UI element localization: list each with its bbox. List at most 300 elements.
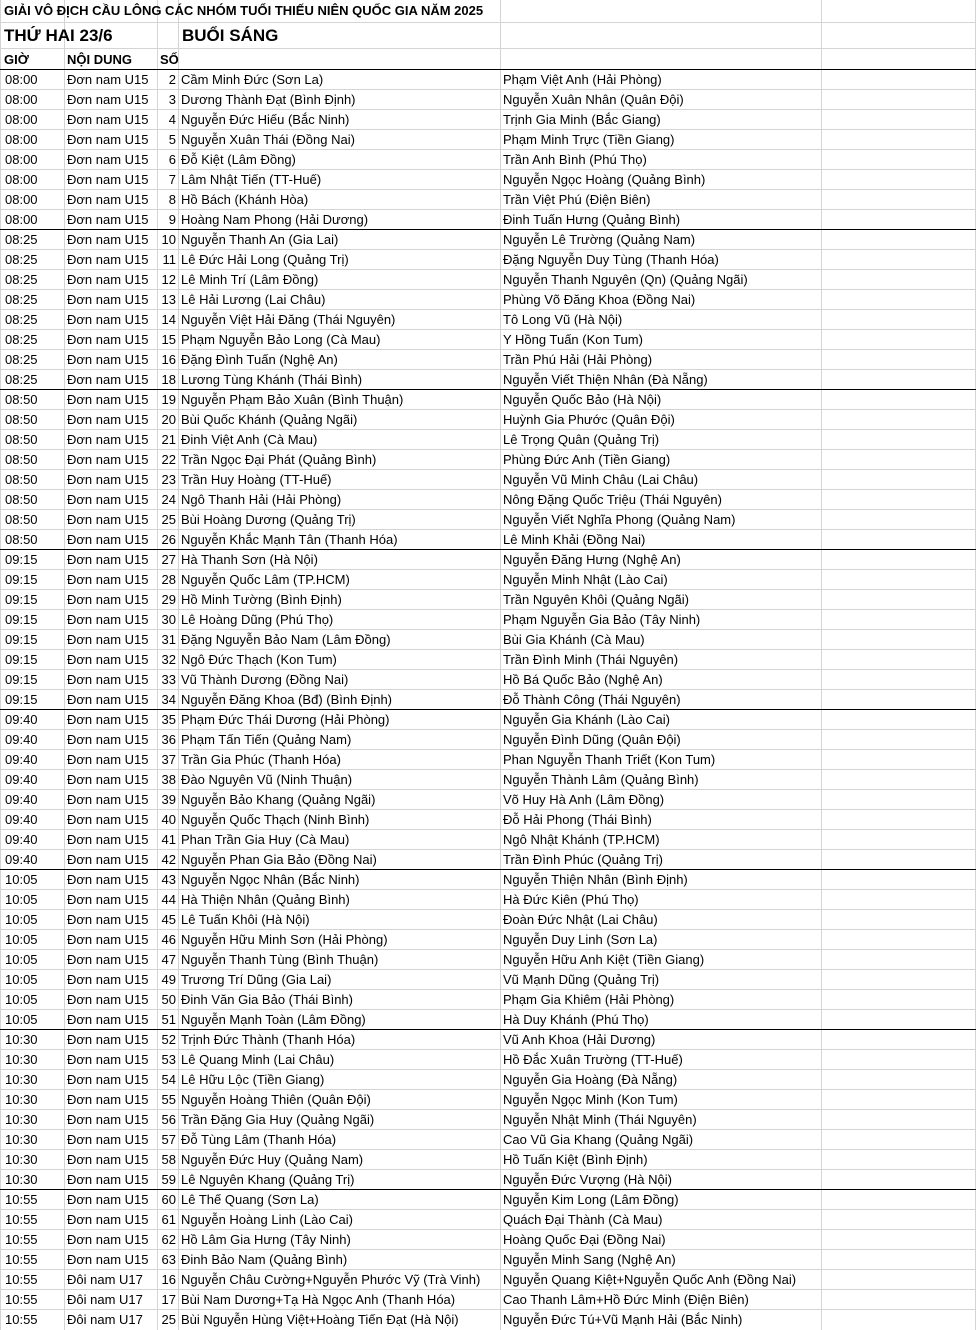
match-number: 27 — [161, 552, 176, 567]
player-one: Nguyễn Hữu Minh Sơn (Hải Phòng) — [181, 932, 388, 947]
match-number: 58 — [161, 1152, 176, 1167]
match-event: Đơn nam U15 — [67, 832, 149, 847]
player-one: Lê Hữu Lộc (Tiền Giang) — [181, 1072, 325, 1087]
player-one: Nguyễn Đức Huy (Quảng Nam) — [181, 1152, 364, 1167]
player-one: Phạm Đức Thái Dương (Hải Phòng) — [181, 712, 390, 727]
match-event: Đơn nam U15 — [67, 312, 149, 327]
match-event: Đơn nam U15 — [67, 492, 149, 507]
grid-column-line — [0, 0, 1, 1330]
match-number: 2 — [168, 72, 176, 87]
player-two: Nguyễn Duy Linh (Sơn La) — [503, 932, 658, 947]
match-number: 19 — [161, 392, 176, 407]
player-one: Nguyễn Xuân Thái (Đồng Nai) — [181, 132, 355, 147]
player-one: Nguyễn Ngọc Nhân (Bắc Ninh) — [181, 872, 360, 887]
match-number: 11 — [162, 252, 176, 267]
match-time: 08:50 — [5, 452, 38, 467]
match-number: 49 — [161, 972, 176, 987]
player-two: Nguyễn Đức Vượng (Hà Nội) — [503, 1172, 672, 1187]
player-one: Nguyễn Hoàng Linh (Lào Cai) — [181, 1212, 353, 1227]
player-two: Nguyễn Hữu Anh Kiệt (Tiền Giang) — [503, 952, 705, 967]
match-number: 36 — [161, 732, 176, 747]
match-time: 09:15 — [5, 632, 38, 647]
player-one: Hồ Minh Tường (Bình Định) — [181, 592, 342, 607]
match-time: 09:40 — [5, 832, 38, 847]
header-event: NỘI DUNG — [67, 52, 132, 67]
player-two: Vũ Anh Khoa (Hải Dương) — [503, 1032, 656, 1047]
match-time: 10:55 — [5, 1312, 38, 1327]
match-event: Đơn nam U15 — [67, 92, 149, 107]
player-one: Lê Hoàng Dũng (Phú Thọ) — [181, 612, 334, 627]
match-time: 10:05 — [5, 872, 38, 887]
player-one: Hồ Lâm Gia Hưng (Tây Ninh) — [181, 1232, 351, 1247]
match-number: 17 — [161, 1292, 176, 1307]
match-time: 10:55 — [5, 1192, 38, 1207]
player-two: Nguyễn Quốc Bảo (Hà Nội) — [503, 392, 662, 407]
match-event: Đơn nam U15 — [67, 712, 149, 727]
match-event: Đơn nam U15 — [67, 472, 149, 487]
match-event: Đôi nam U17 — [67, 1272, 143, 1287]
player-two: Hồ Đắc Xuân Trường (TT-Huế) — [503, 1052, 683, 1067]
match-event: Đơn nam U15 — [67, 612, 149, 627]
player-two: Trịnh Gia Minh (Bắc Giang) — [503, 112, 661, 127]
match-event: Đơn nam U15 — [67, 172, 149, 187]
player-one: Đinh Văn Gia Bảo (Thái Bình) — [181, 992, 353, 1007]
player-one: Nguyễn Quốc Lâm (TP.HCM) — [181, 572, 350, 587]
header-no: SỐ — [160, 52, 179, 67]
match-event: Đơn nam U15 — [67, 152, 149, 167]
match-time: 08:00 — [5, 72, 38, 87]
player-one: Trương Trí Dũng (Gia Lai) — [181, 972, 332, 987]
player-one: Lê Thế Quang (Sơn La) — [181, 1192, 319, 1207]
match-event: Đơn nam U15 — [67, 372, 149, 387]
match-time: 08:25 — [5, 352, 38, 367]
match-number: 56 — [161, 1112, 176, 1127]
match-number: 24 — [161, 492, 176, 507]
match-time: 10:55 — [5, 1252, 38, 1267]
match-number: 4 — [168, 112, 176, 127]
match-time: 08:25 — [5, 272, 38, 287]
match-time: 08:50 — [5, 492, 38, 507]
match-time: 10:05 — [5, 1012, 38, 1027]
match-time: 09:40 — [5, 812, 38, 827]
match-event: Đơn nam U15 — [67, 632, 149, 647]
player-one: Nguyễn Phạm Bảo Xuân (Bình Thuận) — [181, 392, 404, 407]
match-time: 08:25 — [5, 372, 38, 387]
match-time: 08:25 — [5, 312, 38, 327]
player-one: Lê Tuấn Khôi (Hà Nội) — [181, 912, 310, 927]
match-number: 26 — [161, 532, 176, 547]
match-time: 10:30 — [5, 1132, 38, 1147]
player-two: Võ Huy Hà Anh (Lâm Đồng) — [503, 792, 665, 807]
player-two: Nguyễn Gia Hoàng (Đà Nẵng) — [503, 1072, 678, 1087]
player-two: Nguyễn Đăng Hưng (Nghệ An) — [503, 552, 681, 567]
grid-row-line — [0, 48, 976, 49]
match-number: 31 — [161, 632, 176, 647]
player-two: Đỗ Hải Phong (Thái Bình) — [503, 812, 652, 827]
player-one: Hà Thiện Nhân (Quảng Bình) — [181, 892, 350, 907]
player-one: Nguyễn Hoàng Thiên (Quân Đội) — [181, 1092, 371, 1107]
match-time: 09:15 — [5, 692, 38, 707]
player-one: Bùi Hoàng Dương (Quảng Trị) — [181, 512, 356, 527]
match-number: 8 — [168, 192, 176, 207]
match-event: Đơn nam U15 — [67, 72, 149, 87]
match-event: Đơn nam U15 — [67, 432, 149, 447]
match-event: Đôi nam U17 — [67, 1292, 143, 1307]
player-two: Nguyễn Thiện Nhân (Bình Định) — [503, 872, 688, 887]
match-number: 21 — [161, 432, 176, 447]
player-one: Đinh Việt Anh (Cà Mau) — [181, 432, 318, 447]
match-event: Đơn nam U15 — [67, 932, 149, 947]
player-one: Phạm Nguyễn Bảo Long (Cà Mau) — [181, 332, 381, 347]
match-time: 09:15 — [5, 592, 38, 607]
match-time: 10:55 — [5, 1232, 38, 1247]
player-one: Lê Hải Lương (Lai Châu) — [181, 292, 326, 307]
player-two: Hồ Bá Quốc Bảo (Nghệ An) — [503, 672, 663, 687]
match-event: Đơn nam U15 — [67, 912, 149, 927]
match-event: Đơn nam U15 — [67, 1132, 149, 1147]
player-two: Huỳnh Gia Phước (Quân Đội) — [503, 412, 675, 427]
match-number: 45 — [161, 912, 176, 927]
match-number: 53 — [161, 1052, 176, 1067]
match-number: 35 — [161, 712, 176, 727]
player-two: Hà Duy Khánh (Phú Thọ) — [503, 1012, 649, 1027]
match-time: 10:55 — [5, 1272, 38, 1287]
player-one: Đặng Đình Tuấn (Nghệ An) — [181, 352, 338, 367]
match-time: 08:00 — [5, 92, 38, 107]
match-event: Đơn nam U15 — [67, 392, 149, 407]
match-event: Đơn nam U15 — [67, 1252, 149, 1267]
player-one: Bùi Quốc Khánh (Quảng Ngãi) — [181, 412, 358, 427]
player-two: Nguyễn Vũ Minh Châu (Lai Châu) — [503, 472, 699, 487]
match-event: Đơn nam U15 — [67, 1192, 149, 1207]
match-time: 08:50 — [5, 532, 38, 547]
match-time: 09:40 — [5, 772, 38, 787]
player-two: Cao Vũ Gia Khang (Quảng Ngãi) — [503, 1132, 694, 1147]
player-two: Đặng Nguyễn Duy Tùng (Thanh Hóa) — [503, 252, 719, 267]
match-time: 09:15 — [5, 572, 38, 587]
match-number: 3 — [168, 92, 176, 107]
match-time: 10:05 — [5, 952, 38, 967]
match-event: Đơn nam U15 — [67, 692, 149, 707]
player-two: Nguyễn Minh Nhật (Lào Cai) — [503, 572, 668, 587]
player-one: Lê Quang Minh (Lai Châu) — [181, 1052, 335, 1067]
match-time: 08:25 — [5, 292, 38, 307]
match-time: 10:55 — [5, 1292, 38, 1307]
player-two: Đinh Tuấn Hưng (Quảng Bình) — [503, 212, 681, 227]
match-time: 09:15 — [5, 612, 38, 627]
match-event: Đơn nam U15 — [67, 292, 149, 307]
match-number: 25 — [161, 1312, 176, 1327]
player-two: Tô Long Vũ (Hà Nội) — [503, 312, 623, 327]
grid-column-line — [64, 0, 65, 1330]
match-event: Đơn nam U15 — [67, 1232, 149, 1247]
player-two: Nguyễn Thanh Nguyên (Qn) (Quảng Ngãi) — [503, 272, 748, 287]
match-event: Đơn nam U15 — [67, 532, 149, 547]
player-one: Bùi Nguyễn Hùng Việt+Hoàng Tiến Đạt (Hà Nội) — [181, 1312, 459, 1327]
player-two: Lê Minh Khải (Đồng Nai) — [503, 532, 646, 547]
session-label: BUỔI SÁNG — [182, 26, 279, 45]
player-one: Lê Đức Hải Long (Quảng Trị) — [181, 252, 349, 267]
player-two: Nguyễn Kim Long (Lâm Đồng) — [503, 1192, 679, 1207]
player-one: Cầm Minh Đức (Sơn La) — [181, 72, 324, 87]
player-two: Trần Nguyên Khôi (Quảng Ngãi) — [503, 592, 689, 607]
player-one: Vũ Thành Dương (Đồng Nai) — [181, 672, 349, 687]
match-number: 9 — [168, 212, 176, 227]
tournament-title: GIẢI VÔ ĐỊCH CẦU LÔNG CÁC NHÓM TUỔI THIẾU NIÊN QUỐC GIA NĂM 2025 — [4, 3, 484, 18]
match-number: 23 — [161, 472, 176, 487]
player-two: Quách Đại Thành (Cà Mau) — [503, 1212, 663, 1227]
match-number: 55 — [161, 1092, 176, 1107]
grid-column-line — [821, 0, 822, 1330]
player-two: Nông Đặng Quốc Triệu (Thái Nguyên) — [503, 492, 722, 507]
match-number: 39 — [161, 792, 176, 807]
player-one: Lương Tùng Khánh (Thái Bình) — [181, 372, 363, 387]
player-two: Phạm Gia Khiêm (Hải Phòng) — [503, 992, 675, 1007]
match-number: 57 — [161, 1132, 176, 1147]
player-two: Phạm Nguyễn Gia Bảo (Tây Ninh) — [503, 612, 701, 627]
match-time: 08:50 — [5, 432, 38, 447]
match-time: 09:40 — [5, 712, 38, 727]
player-two: Nguyễn Gia Khánh (Lào Cai) — [503, 712, 670, 727]
match-event: Đơn nam U15 — [67, 892, 149, 907]
player-one: Đỗ Tùng Lâm (Thanh Hóa) — [181, 1132, 337, 1147]
match-event: Đơn nam U15 — [67, 252, 149, 267]
player-one: Lê Minh Trí (Lâm Đồng) — [181, 272, 319, 287]
match-number: 51 — [161, 1012, 176, 1027]
match-time: 10:30 — [5, 1172, 38, 1187]
match-number: 12 — [161, 272, 176, 287]
match-time: 08:00 — [5, 192, 38, 207]
match-number: 52 — [161, 1032, 176, 1047]
match-event: Đơn nam U15 — [67, 872, 149, 887]
match-time: 08:50 — [5, 512, 38, 527]
match-number: 15 — [161, 332, 176, 347]
match-time: 09:40 — [5, 792, 38, 807]
player-one: Nguyễn Thanh An (Gia Lai) — [181, 232, 339, 247]
match-number: 13 — [161, 292, 176, 307]
player-one: Nguyễn Quốc Thạch (Ninh Bình) — [181, 812, 370, 827]
player-two: Nguyễn Quang Kiệt+Nguyễn Quốc Anh (Đồng Nai) — [503, 1272, 797, 1287]
player-two: Hoàng Quốc Đại (Đồng Nai) — [503, 1232, 666, 1247]
player-two: Trần Anh Bình (Phú Thọ) — [503, 152, 647, 167]
match-number: 50 — [161, 992, 176, 1007]
match-number: 6 — [168, 152, 176, 167]
grid-column-line — [500, 0, 501, 1330]
match-number: 43 — [161, 872, 176, 887]
match-number: 25 — [161, 512, 176, 527]
match-number: 34 — [161, 692, 176, 707]
match-time: 08:00 — [5, 212, 38, 227]
player-one: Phan Trần Gia Huy (Cà Mau) — [181, 832, 350, 847]
match-number: 40 — [161, 812, 176, 827]
match-time: 08:00 — [5, 152, 38, 167]
match-event: Đơn nam U15 — [67, 772, 149, 787]
match-number: 63 — [161, 1252, 176, 1267]
match-event: Đơn nam U15 — [67, 412, 149, 427]
player-two: Trần Phú Hải (Hải Phòng) — [503, 352, 653, 367]
match-event: Đơn nam U15 — [67, 452, 149, 467]
match-number: 46 — [161, 932, 176, 947]
match-event: Đơn nam U15 — [67, 272, 149, 287]
header-divider — [0, 69, 976, 70]
match-event: Đơn nam U15 — [67, 132, 149, 147]
player-two: Y Hồng Tuấn (Kon Tum) — [503, 332, 643, 347]
match-time: 10:55 — [5, 1212, 38, 1227]
match-event: Đơn nam U15 — [67, 572, 149, 587]
player-one: Lê Nguyên Khang (Quảng Trị) — [181, 1172, 355, 1187]
match-number: 41 — [161, 832, 176, 847]
match-time: 10:05 — [5, 992, 38, 1007]
match-time: 09:15 — [5, 552, 38, 567]
match-event: Đơn nam U15 — [67, 512, 149, 527]
match-number: 59 — [161, 1172, 176, 1187]
player-one: Trần Huy Hoàng (TT-Huế) — [181, 472, 332, 487]
player-one: Đào Nguyên Vũ (Ninh Thuận) — [181, 772, 353, 787]
match-number: 10 — [161, 232, 176, 247]
player-one: Nguyễn Châu Cường+Nguyễn Phước Vỹ (Trà Vinh) — [181, 1272, 481, 1287]
player-two: Nguyễn Ngọc Hoàng (Quảng Bình) — [503, 172, 706, 187]
player-one: Trần Đặng Gia Huy (Quảng Ngãi) — [181, 1112, 375, 1127]
player-two: Nguyễn Đức Tú+Vũ Mạnh Hải (Bắc Ninh) — [503, 1312, 743, 1327]
player-one: Nguyễn Đức Hiếu (Bắc Ninh) — [181, 112, 350, 127]
match-time: 10:30 — [5, 1032, 38, 1047]
match-time: 08:25 — [5, 252, 38, 267]
player-one: Nguyễn Mạnh Toàn (Lâm Đồng) — [181, 1012, 366, 1027]
player-one: Hà Thanh Sơn (Hà Nội) — [181, 552, 318, 567]
player-two: Trần Việt Phú (Điện Biên) — [503, 192, 651, 207]
player-one: Hồ Bách (Khánh Hòa) — [181, 192, 309, 207]
match-time: 08:00 — [5, 172, 38, 187]
player-one: Đinh Bảo Nam (Quảng Bình) — [181, 1252, 348, 1267]
player-two: Nguyễn Ngọc Minh (Kon Tum) — [503, 1092, 678, 1107]
player-one: Ngô Đức Thạch (Kon Tum) — [181, 652, 337, 667]
match-event: Đơn nam U15 — [67, 552, 149, 567]
player-one: Bùi Nam Dương+Tạ Hà Ngọc Anh (Thanh Hóa) — [181, 1292, 456, 1307]
match-time: 09:40 — [5, 852, 38, 867]
match-event: Đơn nam U15 — [67, 192, 149, 207]
match-number: 7 — [168, 172, 176, 187]
match-event: Đơn nam U15 — [67, 1092, 149, 1107]
match-event: Đơn nam U15 — [67, 652, 149, 667]
match-event: Đơn nam U15 — [67, 232, 149, 247]
player-one: Nguyễn Việt Hải Đăng (Thái Nguyên) — [181, 312, 396, 327]
match-time: 10:30 — [5, 1152, 38, 1167]
player-two: Nguyễn Nhật Minh (Thái Nguyên) — [503, 1112, 697, 1127]
match-number: 20 — [161, 412, 176, 427]
player-two: Bùi Gia Khánh (Cà Mau) — [503, 632, 645, 647]
match-number: 14 — [161, 312, 176, 327]
match-event: Đơn nam U15 — [67, 732, 149, 747]
match-event: Đơn nam U15 — [67, 952, 149, 967]
match-number: 47 — [161, 952, 176, 967]
match-time: 10:30 — [5, 1092, 38, 1107]
match-number: 5 — [168, 132, 176, 147]
player-two: Phạm Việt Anh (Hải Phòng) — [503, 72, 662, 87]
match-number: 62 — [161, 1232, 176, 1247]
match-time: 09:15 — [5, 672, 38, 687]
match-event: Đơn nam U15 — [67, 212, 149, 227]
match-event: Đơn nam U15 — [67, 352, 149, 367]
match-number: 18 — [161, 372, 176, 387]
player-one: Nguyễn Khắc Mạnh Tân (Thanh Hóa) — [181, 532, 398, 547]
match-number: 29 — [161, 592, 176, 607]
match-number: 44 — [161, 892, 176, 907]
match-time: 09:40 — [5, 752, 38, 767]
match-event: Đơn nam U15 — [67, 792, 149, 807]
player-one: Nguyễn Phan Gia Bảo (Đồng Nai) — [181, 852, 377, 867]
match-number: 37 — [161, 752, 176, 767]
grid-row-line — [0, 22, 976, 23]
match-time: 08:25 — [5, 332, 38, 347]
match-time: 08:50 — [5, 472, 38, 487]
player-two: Phan Nguyễn Thanh Triết (Kon Tum) — [503, 752, 716, 767]
header-time: GIỜ — [4, 52, 29, 67]
player-one: Phạm Tấn Tiến (Quảng Nam) — [181, 732, 352, 747]
match-time: 10:30 — [5, 1112, 38, 1127]
player-two: Nguyễn Minh Sang (Nghệ An) — [503, 1252, 676, 1267]
match-event: Đơn nam U15 — [67, 592, 149, 607]
match-number: 42 — [161, 852, 176, 867]
match-time: 09:15 — [5, 652, 38, 667]
match-time: 10:30 — [5, 1072, 38, 1087]
match-number: 33 — [161, 672, 176, 687]
day-label: THỨ HAI 23/6 — [4, 26, 113, 45]
match-event: Đơn nam U15 — [67, 1072, 149, 1087]
match-time: 08:50 — [5, 412, 38, 427]
match-time: 08:25 — [5, 232, 38, 247]
player-two: Đỗ Thành Công (Thái Nguyên) — [503, 692, 681, 707]
grid-column-line — [178, 0, 179, 1330]
player-two: Đoàn Đức Nhật (Lai Châu) — [503, 912, 658, 927]
player-one: Đặng Nguyễn Bảo Nam (Lâm Đồng) — [181, 632, 391, 647]
player-two: Nguyễn Đình Dũng (Quân Đội) — [503, 732, 681, 747]
match-event: Đơn nam U15 — [67, 852, 149, 867]
match-number: 30 — [161, 612, 176, 627]
match-event: Đơn nam U15 — [67, 1112, 149, 1127]
match-time: 10:30 — [5, 1052, 38, 1067]
player-two: Phùng Võ Đăng Khoa (Đồng Nai) — [503, 292, 696, 307]
match-number: 54 — [161, 1072, 176, 1087]
match-time: 08:00 — [5, 112, 38, 127]
match-event: Đơn nam U15 — [67, 1212, 149, 1227]
match-number: 22 — [161, 452, 176, 467]
player-two: Hồ Tuấn Kiệt (Bình Định) — [503, 1152, 648, 1167]
player-one: Nguyễn Thanh Tùng (Bình Thuận) — [181, 952, 379, 967]
match-event: Đơn nam U15 — [67, 1052, 149, 1067]
match-event: Đơn nam U15 — [67, 972, 149, 987]
match-event: Đơn nam U15 — [67, 752, 149, 767]
player-two: Trần Đình Minh (Thái Nguyên) — [503, 652, 679, 667]
player-one: Ngô Thanh Hải (Hải Phòng) — [181, 492, 342, 507]
player-two: Nguyễn Viết Thiện Nhân (Đà Nẵng) — [503, 372, 708, 387]
match-event: Đơn nam U15 — [67, 672, 149, 687]
match-event: Đơn nam U15 — [67, 812, 149, 827]
match-time: 08:50 — [5, 392, 38, 407]
player-one: Trần Gia Phúc (Thanh Hóa) — [181, 752, 341, 767]
match-number: 16 — [161, 352, 176, 367]
match-event: Đơn nam U15 — [67, 112, 149, 127]
match-time: 08:00 — [5, 132, 38, 147]
match-event: Đơn nam U15 — [67, 1032, 149, 1047]
match-event: Đơn nam U15 — [67, 1012, 149, 1027]
match-time: 10:05 — [5, 972, 38, 987]
match-event: Đơn nam U15 — [67, 1172, 149, 1187]
player-two: Phùng Đức Anh (Tiền Giang) — [503, 452, 671, 467]
match-time: 10:05 — [5, 932, 38, 947]
player-two: Phạm Minh Trực (Tiền Giang) — [503, 132, 675, 147]
match-time: 10:05 — [5, 892, 38, 907]
match-number: 61 — [161, 1212, 176, 1227]
